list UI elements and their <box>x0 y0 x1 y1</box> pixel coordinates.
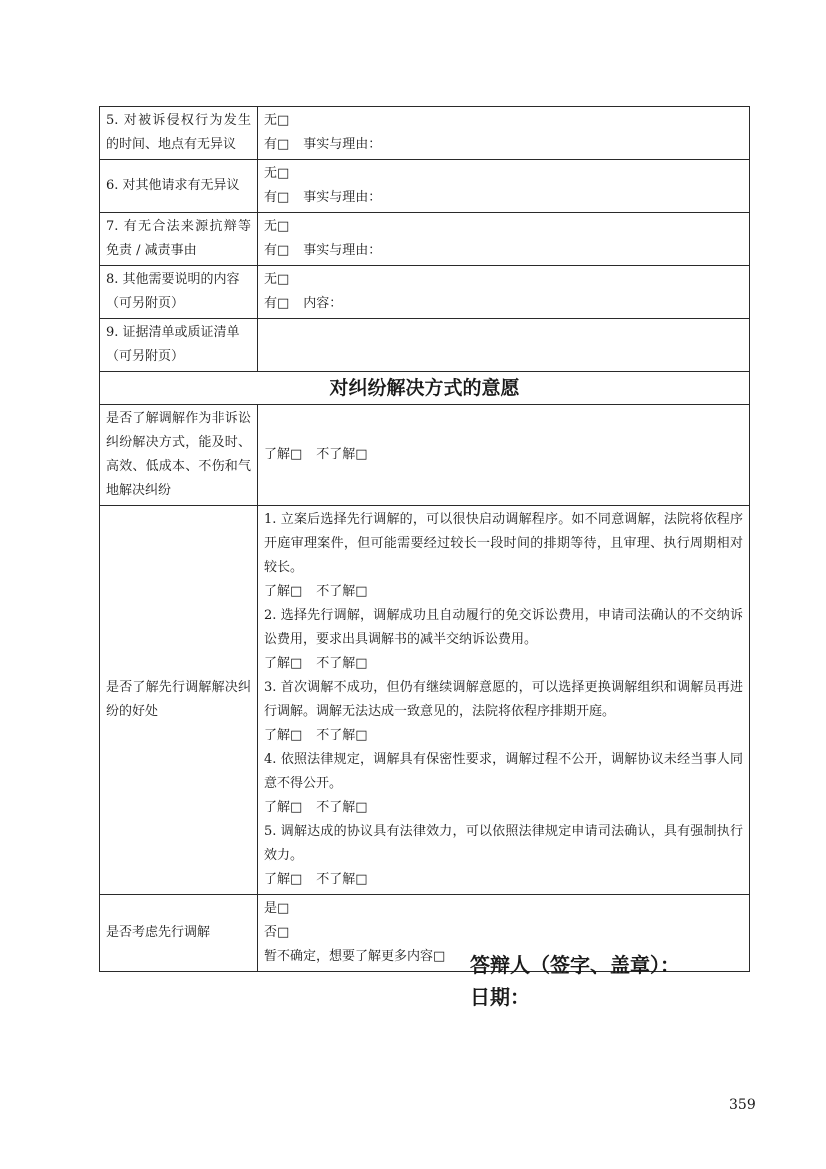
row-8-label-line2: （可另附页） <box>106 296 185 311</box>
row-5-yes-line <box>264 133 743 157</box>
row-8-label <box>100 266 258 319</box>
mediation-understanding-label <box>100 405 258 506</box>
mediation-benefits-row <box>100 506 750 895</box>
row-5-yes-detail: 事实与理由： <box>303 137 382 152</box>
benefit-5-choices <box>264 868 743 892</box>
consider-unsure-checkbox[interactable]: 暂不确定，想要了解更多内容□ <box>264 949 446 964</box>
mediation-benefits-label <box>100 506 258 895</box>
row-6-options <box>258 160 750 213</box>
consider-yes-checkbox[interactable]: 是□ <box>264 901 290 916</box>
row-8-yes-line <box>264 292 743 316</box>
benefit-3-understand-checkbox[interactable]: 了解□ <box>264 728 303 743</box>
row-5-yes-option[interactable]: 有□ <box>264 137 290 152</box>
not-understand-checkbox[interactable]: 不了解□ <box>316 447 368 462</box>
row-5-options <box>258 107 750 160</box>
row-9-content-cell[interactable] <box>258 319 750 372</box>
row-7-yes-line <box>264 239 743 263</box>
benefit-1-choices <box>264 580 743 604</box>
page-number: 359 <box>729 1097 756 1113</box>
form-row-8 <box>100 266 750 319</box>
benefit-5-understand-checkbox[interactable]: 了解□ <box>264 872 303 887</box>
mediation-understanding-choices <box>264 443 743 467</box>
row-9-label-line2: （可另附页） <box>106 349 185 364</box>
row-9-label <box>100 319 258 372</box>
benefit-item-5: 5. 调解达成的协议具有法律效力，可以依照法律规定申请司法确认，具有强制执行效力。 <box>264 824 743 863</box>
consider-mediation-label-text: 是否考虑先行调解 <box>106 925 211 940</box>
form-row-7 <box>100 213 750 266</box>
benefit-item-4: 4. 依照法律规定，调解具有保密性要求，调解过程不公开，调解协议未经当事人同意不得公开。 <box>264 752 743 791</box>
row-6-no-option[interactable]: 无□ <box>264 166 290 181</box>
benefit-item-3: 3. 首次调解不成功，但仍有继续调解意愿的，可以选择更换调解组织和调解员再进行调解。调解无法达成一致意见的，法院将依程序排期开庭。 <box>264 680 743 719</box>
benefit-1-understand-checkbox[interactable]: 了解□ <box>264 584 303 599</box>
mediation-benefits-label-text: 是否了解先行调解解决纠纷的好处 <box>106 680 251 719</box>
row-6-label-text: 6. 对其他请求有无异议 <box>106 178 240 193</box>
benefit-4-choices <box>264 796 743 820</box>
row-7-no-option[interactable]: 无□ <box>264 219 290 234</box>
consider-no-checkbox[interactable]: 否□ <box>264 925 290 940</box>
row-7-label <box>100 213 258 266</box>
mediation-understanding-options <box>258 405 750 506</box>
row-7-label-text: 7. 有无合法来源抗辩等免责 / 减责事由 <box>106 219 251 258</box>
row-8-yes-detail: 内容： <box>303 296 343 311</box>
form-row-5 <box>100 107 750 160</box>
row-5-no-option[interactable]: 无□ <box>264 113 290 128</box>
mediation-benefits-content <box>258 506 750 895</box>
row-7-yes-option[interactable]: 有□ <box>264 243 290 258</box>
section-title: 对纠纷解决方式的意愿 <box>100 372 750 405</box>
benefit-2-understand-checkbox[interactable]: 了解□ <box>264 656 303 671</box>
understand-checkbox[interactable]: 了解□ <box>264 447 303 462</box>
section-title-row <box>100 372 750 405</box>
row-8-options <box>258 266 750 319</box>
benefit-1-not-understand-checkbox[interactable]: 不了解□ <box>316 584 368 599</box>
row-6-yes-option[interactable]: 有□ <box>264 190 290 205</box>
row-6-yes-detail: 事实与理由： <box>303 190 382 205</box>
form-row-9 <box>100 319 750 372</box>
benefit-4-not-understand-checkbox[interactable]: 不了解□ <box>316 800 368 815</box>
row-8-label-line1: 8. 其他需要说明的内容 <box>106 272 240 287</box>
benefit-3-not-understand-checkbox[interactable]: 不了解□ <box>316 728 368 743</box>
mediation-understanding-label-text: 是否了解调解作为非诉讼纠纷解决方式，能及时、高效、低成本、不伤和气地解决纠纷 <box>106 411 251 498</box>
benefit-2-not-understand-checkbox[interactable]: 不了解□ <box>316 656 368 671</box>
consider-mediation-label <box>100 895 258 972</box>
row-6-label <box>100 160 258 213</box>
benefit-5-not-understand-checkbox[interactable]: 不了解□ <box>316 872 368 887</box>
signer-signature-label: 答辩人（签字、盖章）： <box>470 953 680 977</box>
row-9-label-line1: 9. 证据清单或质证清单 <box>106 325 240 340</box>
benefit-item-1: 1. 立案后选择先行调解的，可以很快启动调解程序。如不同意调解，法院将依程序开庭审理案件，但可能需要经过较长一段时间的排期等待，且审理、执行周期相对较长。 <box>264 512 743 575</box>
row-8-no-option[interactable]: 无□ <box>264 272 290 287</box>
row-7-options <box>258 213 750 266</box>
benefit-4-understand-checkbox[interactable]: 了解□ <box>264 800 303 815</box>
row-7-yes-detail: 事实与理由： <box>303 243 382 258</box>
row-5-label-text: 5. 对被诉侵权行为发生的时间、地点有无异议 <box>106 113 251 152</box>
benefit-2-choices <box>264 652 743 676</box>
benefit-3-choices <box>264 724 743 748</box>
defense-form-table <box>99 106 750 972</box>
signature-date-label: 日期： <box>470 985 530 1009</box>
row-5-label <box>100 107 258 160</box>
row-6-yes-line <box>264 186 743 210</box>
form-row-6 <box>100 160 750 213</box>
row-8-yes-option[interactable]: 有□ <box>264 296 290 311</box>
mediation-understanding-row <box>100 405 750 506</box>
benefit-item-2: 2. 选择先行调解，调解成功且自动履行的免交诉讼费用，申请司法确认的不交纳诉讼费用，要求出具调解书的减半交纳诉讼费用。 <box>264 608 743 647</box>
